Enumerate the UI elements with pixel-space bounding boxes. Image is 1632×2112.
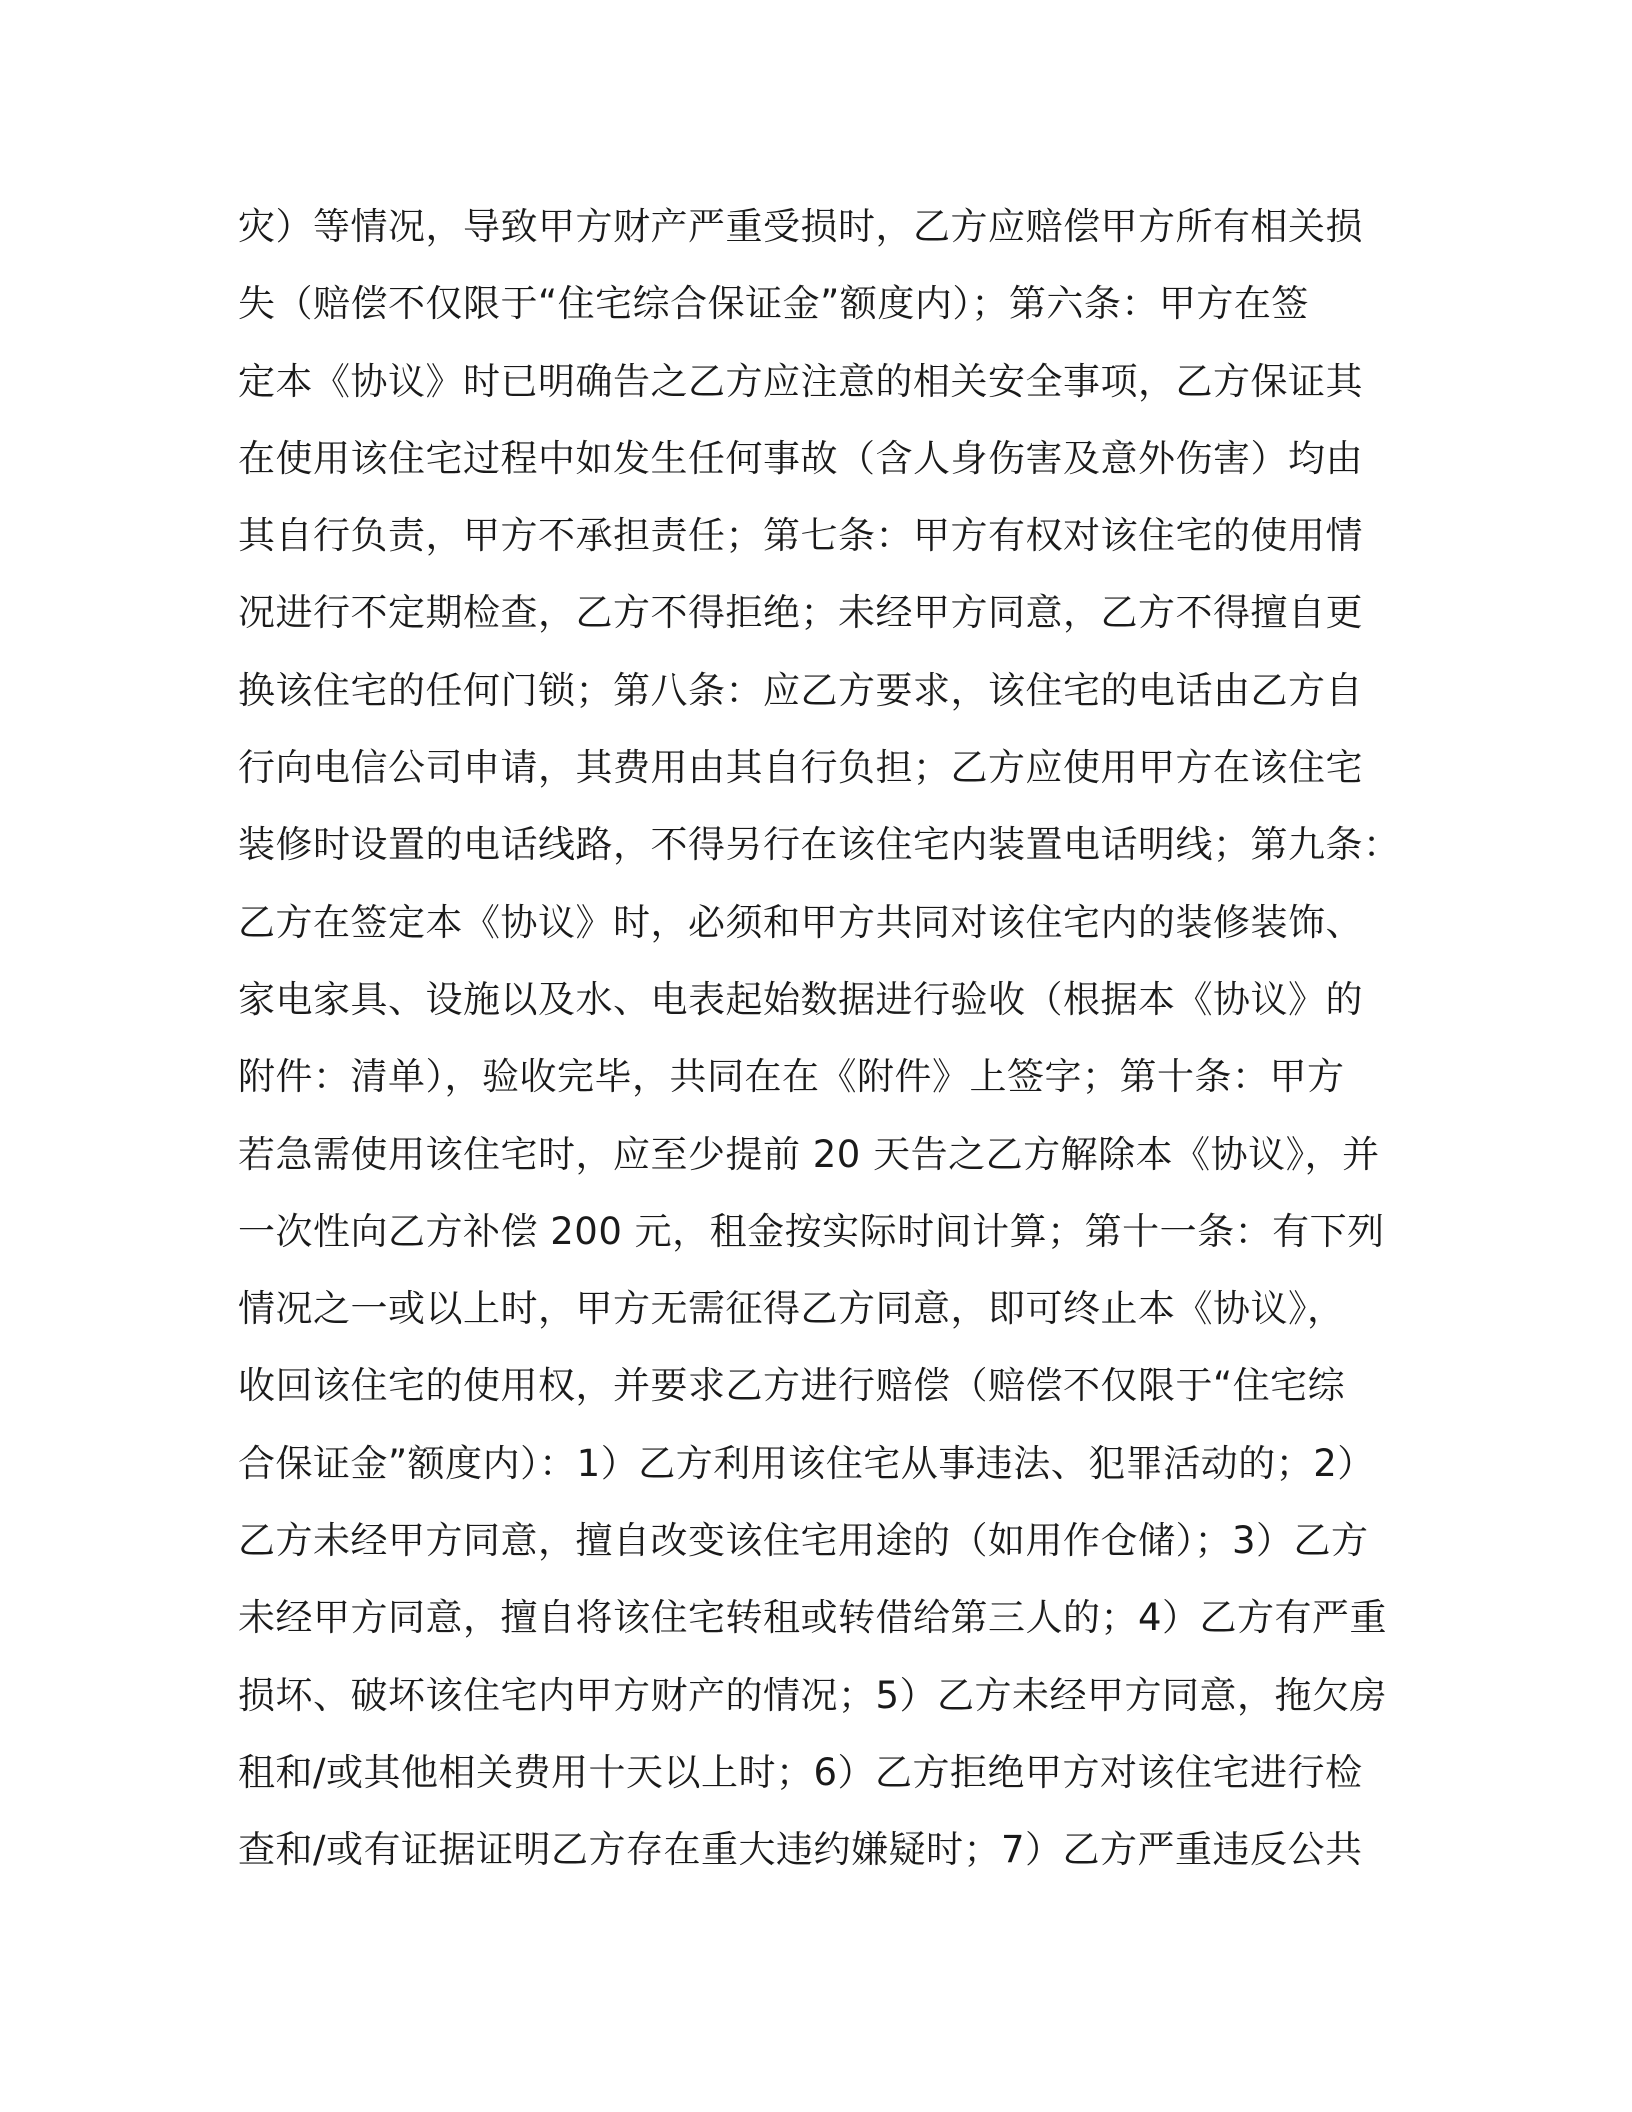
text-line: 乙方未经甲方同意，擅自改变该住宅用途的（如用作仓储）；3）乙方 <box>238 1519 1369 1563</box>
text-line: 家电家具、设施以及水、电表起始数据进行验收（根据本《协议》的 <box>238 977 1363 1021</box>
text-line: 乙方在签定本《协议》时，必须和甲方共同对该住宅内的装修装饰、 <box>238 900 1363 944</box>
text-line: 损坏、破坏该住宅内甲方财产的情况；5）乙方未经甲方同意，拖欠房 <box>238 1673 1388 1717</box>
text-line: 未经甲方同意，擅自将该住宅转租或转借给第三人的；4）乙方有严重 <box>238 1596 1388 1640</box>
text-line: 换该住宅的任何门锁；第八条：应乙方要求，该住宅的电话由乙方自 <box>238 668 1363 712</box>
text-line: 在使用该住宅过程中如发生任何事故（含人身伤害及意外伤害）均由 <box>238 436 1363 480</box>
body-text <box>238 188 1418 1889</box>
text-line: 若急需使用该住宅时，应至少提前 20 天告之乙方解除本《协议》，并 <box>238 1132 1380 1176</box>
text-line: 装修时设置的电话线路，不得另行在该住宅内装置电话明线；第九条： <box>238 823 1401 867</box>
text-line: 收回该住宅的使用权，并要求乙方进行赔偿（赔偿不仅限于“住宅综 <box>238 1364 1346 1408</box>
text-line: 行向电信公司申请，其费用由其自行负担；乙方应使用甲方在该住宅 <box>238 746 1363 790</box>
text-line: 合保证金”额度内）：1）乙方利用该住宅从事违法、犯罪活动的；2） <box>238 1441 1375 1485</box>
text-line: 灾）等情况，导致甲方财产严重受损时，乙方应赔偿甲方所有相关损 <box>238 205 1363 248</box>
text-line: 一次性向乙方补偿 200 元，租金按实际时间计算；第十一条：有下列 <box>238 1209 1385 1253</box>
text-line: 查和/或有证据证明乙方存在重大违约嫌疑时；7）乙方严重违反公共 <box>238 1828 1363 1872</box>
text-line: 失（赔偿不仅限于“住宅综合保证金”额度内）；第六条：甲方在签 <box>238 282 1309 326</box>
text-line: 情况之一或以上时，甲方无需征得乙方同意，即可终止本《协议》， <box>238 1287 1345 1331</box>
text-line: 租和/或其他相关费用十天以上时；6）乙方拒绝甲方对该住宅进行检 <box>238 1750 1363 1794</box>
text-line: 定本《协议》时已明确告之乙方应注意的相关安全事项，乙方保证其 <box>238 359 1363 403</box>
text-line: 附件：清单），验收完毕，共同在在《附件》上签字；第十条：甲方 <box>238 1055 1345 1099</box>
text-line: 况进行不定期检查，乙方不得拒绝；未经甲方同意，乙方不得擅自更 <box>238 591 1363 635</box>
text-line: 其自行负责，甲方不承担责任；第七条：甲方有权对该住宅的使用情 <box>238 514 1363 558</box>
